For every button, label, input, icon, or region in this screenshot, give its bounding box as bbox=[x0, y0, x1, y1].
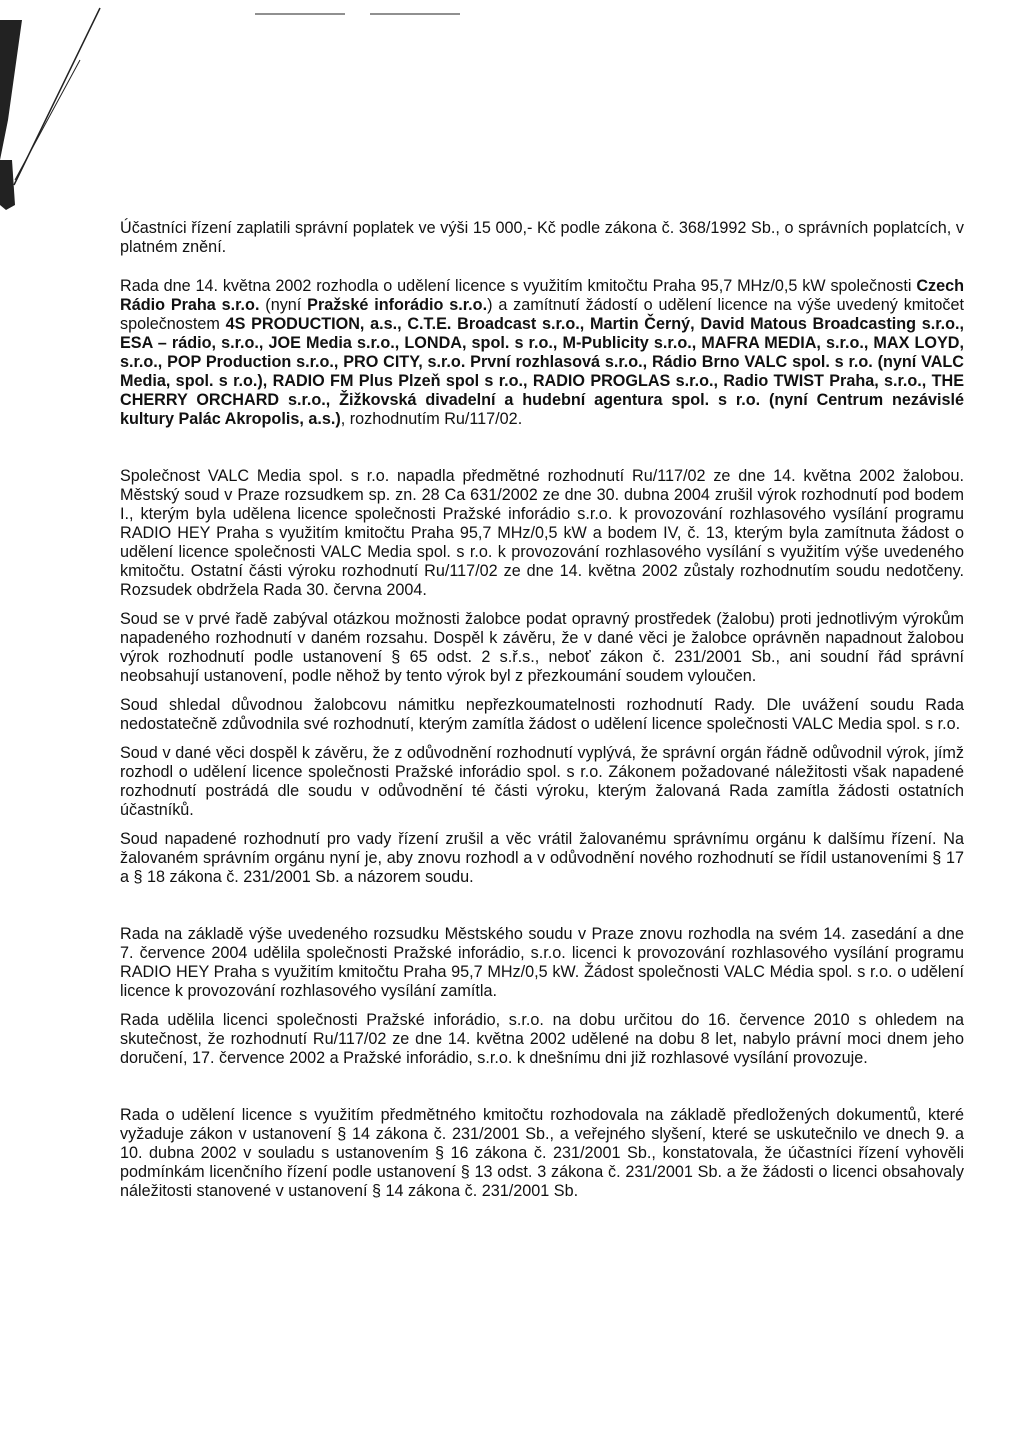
paragraph-court-annulment: Soud napadené rozhodnutí pro vady řízení zrušil a věc vrátil žalovanému správnímu orgánu k dalšímu řízení. Na žalovaném správním orgánu nyní je, aby znovu rozhodl a v odůvodnění nového rozhodnutí se řídil ustanoveními § 17 a § 18 zákona č. 231/2001 Sb. a názorem soudu. bbox=[120, 830, 964, 886]
scan-staple-line bbox=[15, 60, 80, 180]
paragraph-court-conclusion: Soud v dané věci dospěl k závěru, že z odůvodnění rozhodnutí vyplývá, že správní orgán řádně odůvodnil výrok, jímž rozhodl o udělení licence společnosti Pražské inforádio spol. s r.o. Zákonem požadované náležitosti však napadené rozhodnutí postrádá dle soudu v odůvodnění té části výroku, kterým žalovaná Rada zamítla žádosti ostatních účastníků. bbox=[120, 744, 964, 819]
paragraph-lawsuit: Společnost VALC Media spol. s r.o. napadla předmětné rozhodnutí Ru/117/02 ze dne 14. května 2002 žalobou. Městský soud v Praze rozsudkem sp. zn. 28 Ca 631/2002 ze dne 30. dubna 2004 zrušil výrok rozhodnutí pod bodem I., kterým byla udělena licence společnosti Pražské inforádio s.r.o. k provozování rozhlasového vysílání programu RADIO HEY Praha s využitím kmitočtu Praha 95,7 MHz/0,5 kW a bodem IV, č. 13, kterým byla zamítnuta žádost o udělení licence společnosti VALC Media spol. s r.o. k provozování rozhlasového vysílání s využitím výše uvedeného kmitočtu. Ostatní části výroku rozhodnutí Ru/117/02 ze dne 14. května 2002 zůstaly rozhodnutím soudu nedotčeny. Rozsudek obdržela Rada 30. června 2004. bbox=[120, 467, 964, 599]
company-czech-radio: Czech Rádio Praha s.r.o. bbox=[120, 277, 964, 314]
company-prazske-inforadio: Pražské inforádio s.r.o. bbox=[307, 296, 488, 314]
text-span: , rozhodnutím Ru/117/02. bbox=[340, 410, 523, 428]
paragraph-new-decision: Rada na základě výše uvedeného rozsudku Městského soudu v Praze znovu rozhodla na svém 14. zasedání a dne 7. července 2004 udělila společnosti Pražské inforádio, s.r.o. licenci k provozování rozhlasového vysílání programu RADIO HEY Praha s využitím kmitočtu Praha 95,7 MHz/0,5 kW. Žádost společnosti VALC Média spol. s r.o. o udělení licence k provozování rozhlasového vysílání zamítla. bbox=[120, 925, 964, 1000]
text-span: Rada dne 14. května 2002 rozhodla o udělení licence s využitím kmitočtu Praha 95,7 MHz/0,5 kW společnosti bbox=[120, 277, 917, 295]
scan-corner-mark bbox=[0, 160, 15, 210]
paragraph-council-decision bbox=[120, 277, 964, 429]
document-body bbox=[120, 219, 964, 1201]
text-span: ) a zamítnutí žádostí o udělení licence na výše uvedený kmitočet společnostem bbox=[120, 296, 964, 333]
rejected-applicants-list: 4S PRODUCTION, a.s., C.T.E. Broadcast s.r.o., Martin Černý, David Matous Broadcasting s.r.o., ESA – rádio, s.r.o., JOE Media s.r.o., LONDA, spol. s r.o., M-Publicity s.r.o., MAFRA MEDIA, s.r.o., MAX LOYD, s.r.o., POP Production s.r.o., PRO CITY, s.r.o. První rozhlasová s.r.o., Rádio Brno VALC spol. s r.o. (nyní VALC Media, spol. s r.o.), RADIO FM Plus Plzeň spol s r.o., RADIO PROGLAS s.r.o., Radio TWIST Praha, s.r.o., THE CHERRY ORCHARD s.r.o., Žižkovská divadelní a hudební agentura spol. s r.o. (nyní Centrum nezávislé kultury Palác Akropolis, a.s.) bbox=[120, 315, 964, 428]
paragraph-basis: Rada o udělení licence s využitím předmětného kmitočtu rozhodovala na základě předložených dokumentů, které vyžaduje zákon v ustanovení § 14 zákona č. 231/2001 Sb., a veřejného slyšení, které se uskutečnilo ve dnech 9. a 10. dubna 2002 v souladu s ustanovením § 16 zákona č. 231/2001 Sb., konstatovala, že účastníci řízení vyhověli podmínkám licenčního řízení podle ustanovení § 13 odst. 3 zákona č. 231/2001 Sb. a že žádosti o licenci obsahovaly náležitosti stanovené v ustanovení § 14 zákona č. 231/2001 Sb. bbox=[120, 1106, 964, 1200]
paragraph-fees: Účastníci řízení zaplatili správní poplatek ve výši 15 000,- Kč podle zákona č. 368/1992 Sb., o správních poplatcích, v platném znění. bbox=[120, 219, 964, 256]
paragraph-court-reasoning: Soud shledal důvodnou žalobcovu námitku nepřezkoumatelnosti rozhodnutí Rady. Dle uvážení soudu Rada nedostatečně zdůvodnila své rozhodnutí, kterým zamítla žádost o udělení licence společnosti VALC Media spol. s r.o. bbox=[120, 696, 964, 733]
paragraph-license-term: Rada udělila licenci společnosti Pražské inforádio, s.r.o. na dobu určitou do 16. července 2010 s ohledem na skutečnost, že rozhodnutí Ru/117/02 ze dne 14. května 2002 udělené na dobu 8 let, nabylo právní moci dnem jeho doručení, 17. července 2002 a Pražské inforádio, s.r.o. k dnešnímu dni již rozhlasové vysílání provozuje. bbox=[120, 1011, 964, 1067]
paragraph-court-first: Soud se v prvé řadě zabýval otázkou možnosti žalobce podat opravný prostředek (žalobu) proti jednotlivým výrokům napadeného rozhodnutí v daném rozsahu. Dospěl k závěru, že v dané věci je žalobce oprávněn napadnout žalobou výrok rozhodnutí podle ustanovení § 65 odst. 2 s.ř.s., neboť zákon č. 231/2001 Sb., ani soudní řád správní neobsahují ustanovení, podle něhož by tento výrok byl z přezkoumání soudem vyloučen. bbox=[120, 610, 964, 685]
text-span: (nyní bbox=[259, 296, 308, 314]
scan-corner-mark bbox=[0, 20, 22, 160]
